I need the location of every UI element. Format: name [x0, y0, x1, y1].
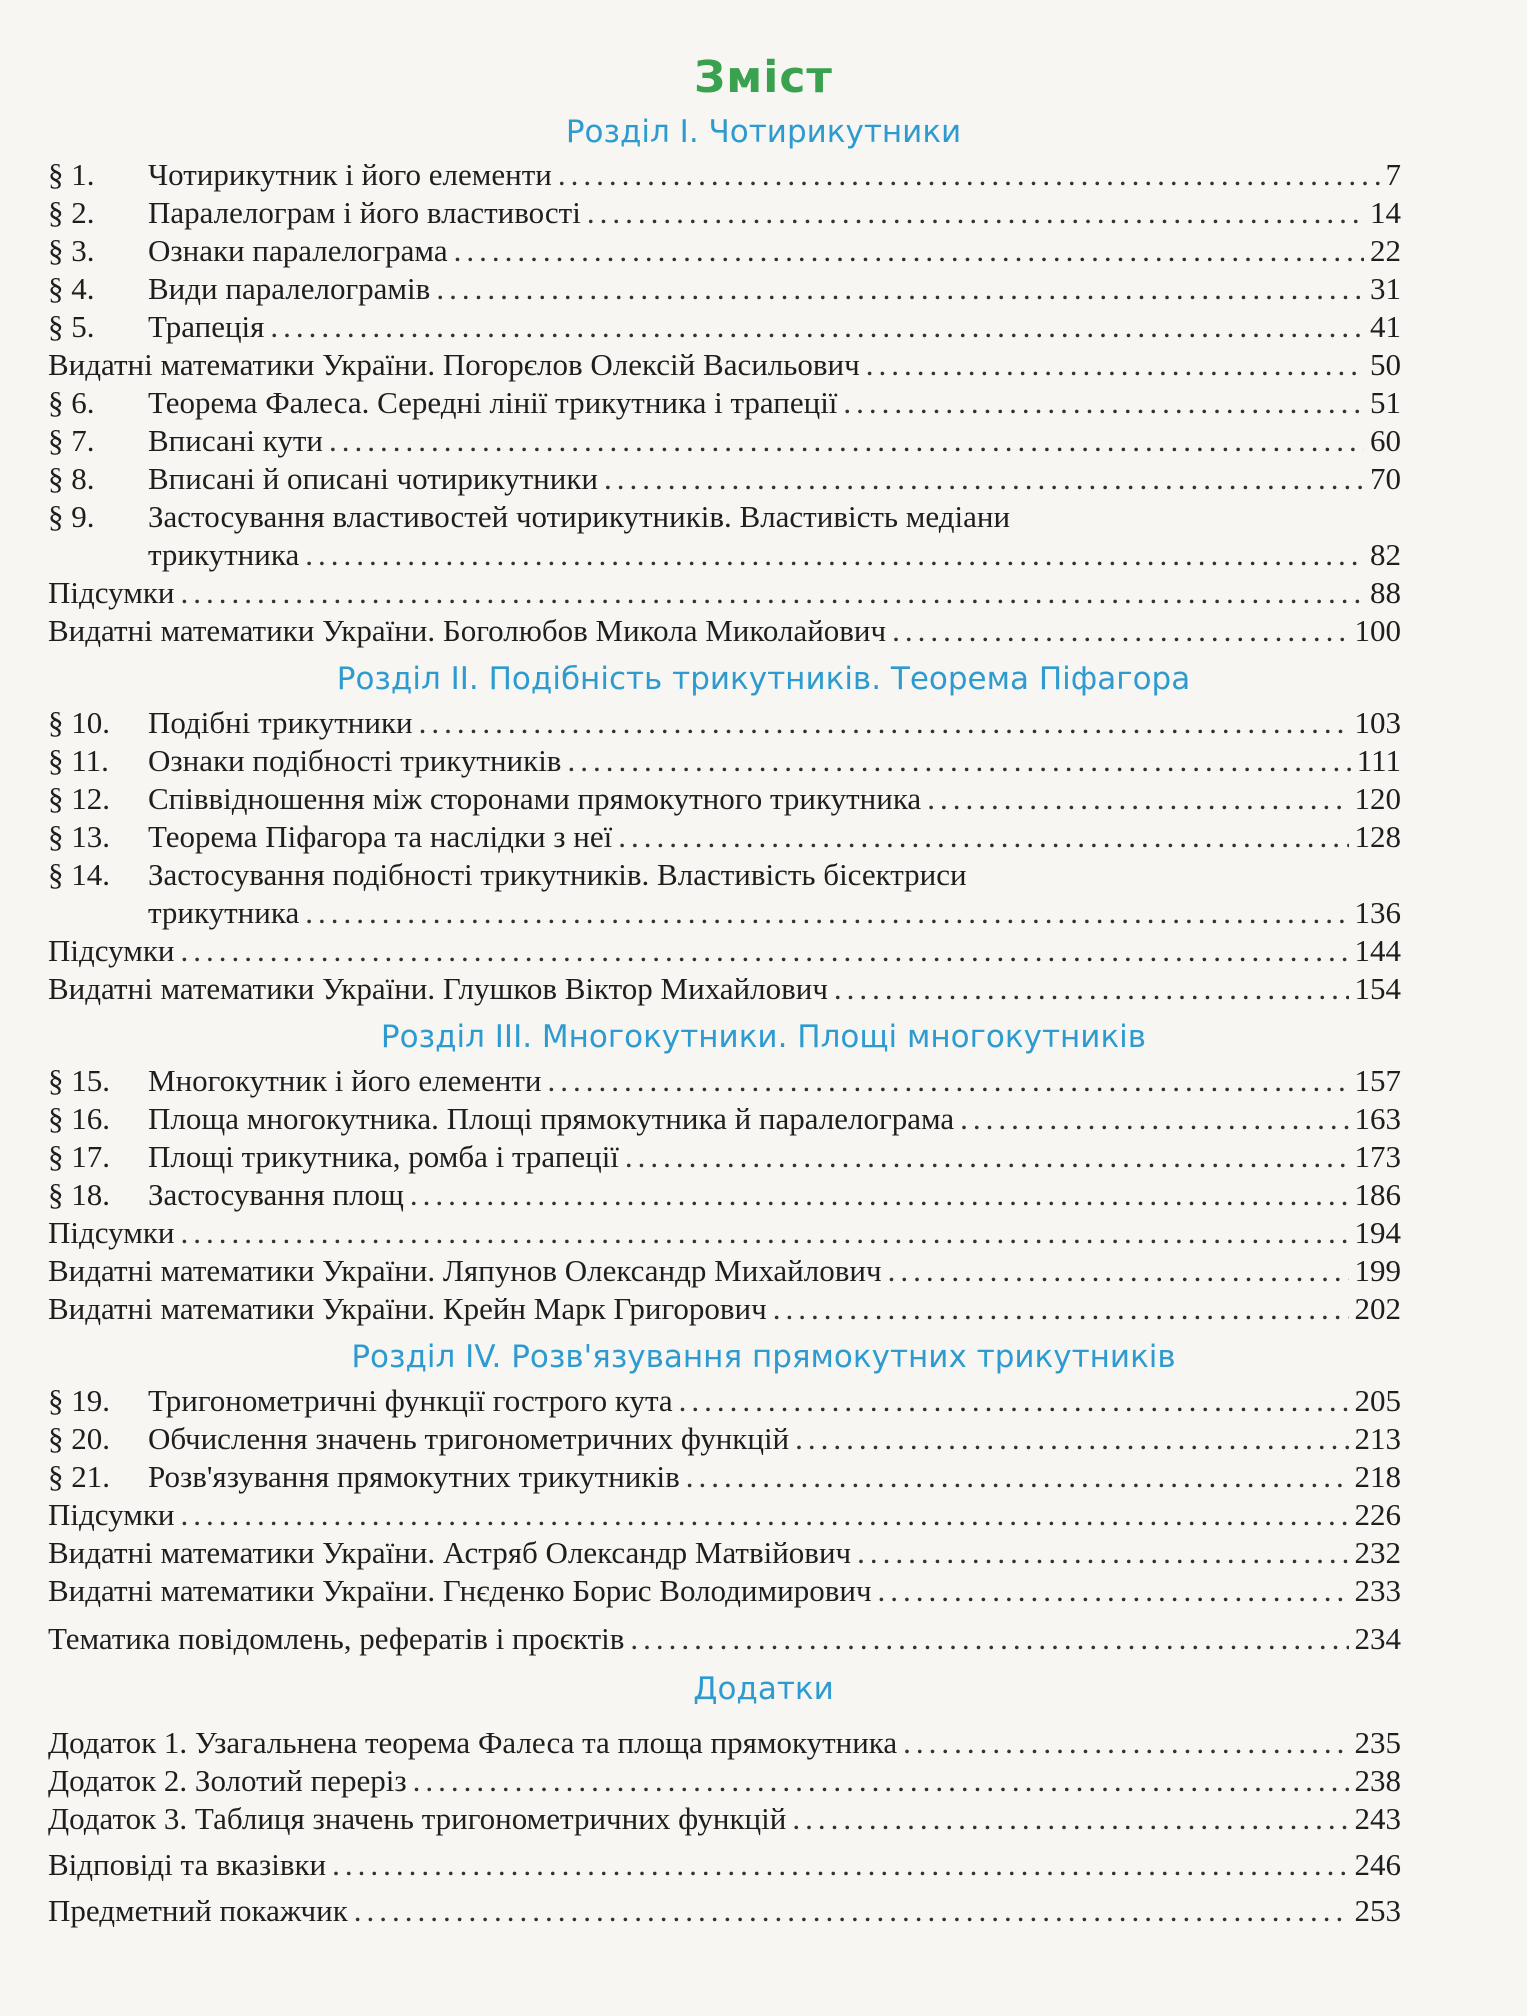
entry-title: Відповіді та вказівки — [48, 1847, 327, 1882]
entry-number: § 3. — [48, 233, 95, 268]
dot-leader — [180, 931, 1348, 971]
entry-page: 100 — [1354, 613, 1401, 648]
entry-title: Видатні математики України. Погорєлов Олексій Васильович — [48, 347, 860, 382]
entry-page: 253 — [1354, 1893, 1401, 1928]
dot-leader — [834, 969, 1349, 1009]
toc-entry-first-line[interactable] — [48, 855, 1401, 895]
toc-entry[interactable] — [48, 1213, 1401, 1253]
page-title: Зміст — [694, 52, 833, 103]
entry-page: 103 — [1354, 705, 1401, 740]
toc-entry[interactable] — [48, 931, 1401, 971]
entry-page: 199 — [1354, 1253, 1401, 1288]
entry-title: Застосування площ — [148, 1177, 404, 1212]
section-heading-2: Розділ ІІ. Подібність трикутників. Теорема Піфагора — [336, 661, 1191, 697]
dot-leader — [567, 741, 1350, 781]
entry-title: Теорема Піфагора та наслідки з неї — [148, 819, 613, 854]
entry-title: Додаток 3. Таблиця значень тригонометричних функцій — [48, 1801, 787, 1836]
section-heading-3: Розділ ІІІ. Многокутники. Площі многокутників — [380, 1019, 1147, 1055]
toc-entry[interactable] — [48, 611, 1401, 651]
entry-title: Площа многокутника. Площі прямокутника й паралелограма — [148, 1101, 955, 1136]
toc-entry[interactable] — [48, 345, 1401, 385]
entry-title: Многокутник і його елементи — [148, 1063, 542, 1098]
toc-entry[interactable] — [48, 1619, 1401, 1659]
entry-title: Додаток 1. Узагальнена теорема Фалеса та площа прямокутника — [48, 1725, 898, 1760]
toc-entry[interactable] — [48, 573, 1401, 613]
toc-entry[interactable] — [48, 383, 1401, 423]
toc-entry[interactable] — [48, 1799, 1401, 1839]
entry-page: 60 — [1370, 423, 1401, 458]
dot-leader — [679, 1381, 1349, 1421]
dot-leader — [436, 269, 1364, 309]
toc-entry[interactable] — [48, 1381, 1401, 1421]
entry-number: § 10. — [48, 705, 110, 740]
dot-leader — [548, 1061, 1349, 1101]
entry-title: Трапеція — [148, 309, 265, 344]
dot-leader — [305, 535, 1364, 575]
entry-page: 226 — [1354, 1497, 1401, 1532]
entry-page: 213 — [1354, 1421, 1401, 1456]
toc-entry[interactable] — [48, 1137, 1401, 1177]
toc-entry[interactable] — [48, 1891, 1401, 1931]
entry-page: 50 — [1370, 347, 1401, 382]
entry-page: 70 — [1370, 461, 1401, 496]
entry-title: Застосування подібності трикутників. Властивість бісектриси — [148, 857, 967, 892]
entry-page: 154 — [1354, 971, 1401, 1006]
entry-page: 120 — [1354, 781, 1401, 816]
entry-page: 7 — [1385, 157, 1401, 192]
entry-title: Паралелограм і його властивості — [148, 195, 581, 230]
entry-title: Видатні математики України. Ляпунов Олександр Михайлович — [48, 1253, 882, 1288]
entry-number: § 5. — [48, 309, 95, 344]
dot-leader — [625, 1137, 1349, 1177]
entry-page: 41 — [1370, 309, 1401, 344]
dot-leader — [857, 1533, 1348, 1573]
toc-entry[interactable] — [48, 269, 1401, 309]
entry-title: Розв'язування прямокутних трикутників — [148, 1459, 680, 1494]
toc-entry[interactable] — [48, 1457, 1401, 1497]
section-heading-4: Розділ IV. Розв'язування прямокутних трикутників — [351, 1339, 1176, 1375]
section-heading-appendices: Додатки — [693, 1671, 834, 1707]
entry-number: § 16. — [48, 1101, 110, 1136]
toc-entry[interactable] — [48, 1723, 1401, 1763]
entry-number: § 6. — [48, 385, 95, 420]
entry-page: 157 — [1354, 1063, 1401, 1098]
dot-leader — [180, 1495, 1348, 1535]
toc-entry[interactable] — [48, 459, 1401, 499]
dot-leader — [454, 231, 1364, 271]
entry-number: § 20. — [48, 1421, 110, 1456]
dot-leader — [305, 893, 1348, 933]
dot-leader — [686, 1457, 1349, 1497]
entry-title: Видатні математики України. Боголюбов Микола Миколайович — [48, 613, 887, 648]
entry-page: 31 — [1370, 271, 1401, 306]
dot-leader — [332, 1845, 1348, 1885]
entry-title: Видатні математики України. Гнєденко Борис Володимирович — [48, 1573, 872, 1608]
entry-title: Підсумки — [48, 1497, 175, 1532]
entry-page: 218 — [1354, 1459, 1401, 1494]
entry-number: § 8. — [48, 461, 95, 496]
entry-title: Предметний покажчик — [48, 1893, 348, 1928]
entry-page: 128 — [1354, 819, 1401, 854]
entry-title: Вписані кути — [148, 423, 323, 458]
entry-number: § 14. — [48, 857, 110, 892]
toc-entry[interactable] — [48, 741, 1401, 781]
entry-title: Тригонометричні функції гострого кута — [148, 1383, 673, 1418]
toc-entry[interactable] — [48, 307, 1401, 347]
entry-page: 234 — [1354, 1621, 1401, 1656]
entry-title: Вписані й описані чотирикутники — [148, 461, 598, 496]
entry-title: Подібні трикутники — [148, 705, 413, 740]
entry-number: § 18. — [48, 1177, 110, 1212]
entry-page: 205 — [1354, 1383, 1401, 1418]
toc-entry[interactable] — [48, 1175, 1401, 1215]
toc-entry[interactable] — [48, 1761, 1401, 1801]
entry-title: Види паралелограмів — [148, 271, 431, 306]
entry-page: 243 — [1354, 1801, 1401, 1836]
entry-title: Видатні математики України. Глушков Віктор Михайлович — [48, 971, 828, 1006]
toc-entry-continuation[interactable] — [48, 535, 1401, 575]
toc-entry[interactable] — [48, 969, 1401, 1009]
toc-entry[interactable] — [48, 1571, 1401, 1611]
entry-page: 202 — [1354, 1291, 1401, 1326]
entry-page: 111 — [1356, 743, 1401, 778]
entry-page: 144 — [1354, 933, 1401, 968]
toc-entry[interactable] — [48, 1845, 1401, 1885]
dot-leader — [773, 1289, 1349, 1329]
dot-leader — [630, 1619, 1348, 1659]
entry-page: 233 — [1354, 1573, 1401, 1608]
dot-leader — [354, 1891, 1349, 1931]
entry-title: трикутника — [148, 537, 300, 572]
entry-title: Співвідношення між сторонами прямокутного трикутника — [148, 781, 922, 816]
toc-entry[interactable] — [48, 1061, 1401, 1101]
entry-number: § 21. — [48, 1459, 110, 1494]
entry-page: 235 — [1354, 1725, 1401, 1760]
entry-number: § 17. — [48, 1139, 110, 1174]
entry-number: § 2. — [48, 195, 95, 230]
toc-entry-first-line[interactable] — [48, 497, 1401, 537]
entry-page: 88 — [1370, 575, 1401, 610]
toc-entry[interactable] — [48, 817, 1401, 857]
entry-page: 246 — [1354, 1847, 1401, 1882]
entry-title: Обчислення значень тригонометричних функцій — [148, 1421, 790, 1456]
entry-page: 51 — [1370, 385, 1401, 420]
section-heading-1: Розділ І. Чотирикутники — [565, 114, 962, 150]
entry-title: Чотирикутник і його елементи — [148, 157, 552, 192]
toc-entry[interactable] — [48, 1495, 1401, 1535]
dot-leader — [888, 1251, 1349, 1291]
entry-page: 238 — [1354, 1763, 1401, 1798]
entry-title: Підсумки — [48, 933, 175, 968]
dot-leader — [927, 779, 1348, 819]
toc-entry[interactable] — [48, 1289, 1401, 1329]
entry-title: Ознаки паралелограма — [148, 233, 448, 268]
toc-entry[interactable] — [48, 1419, 1401, 1459]
entry-number: § 1. — [48, 157, 95, 192]
entry-page: 82 — [1370, 537, 1401, 572]
entry-number: § 7. — [48, 423, 95, 458]
entry-title: Тематика повідомлень, рефератів і проєктів — [48, 1621, 625, 1656]
dot-leader — [410, 1175, 1349, 1215]
entry-title: Видатні математики України. Крейн Марк Григорович — [48, 1291, 767, 1326]
dot-leader — [843, 383, 1364, 423]
entry-page: 186 — [1354, 1177, 1401, 1212]
entry-title: трикутника — [148, 895, 300, 930]
toc-entry[interactable] — [48, 1099, 1401, 1139]
dot-leader — [604, 459, 1364, 499]
dot-leader — [558, 155, 1380, 195]
entry-number: § 15. — [48, 1063, 110, 1098]
dot-leader — [180, 1213, 1348, 1253]
dot-leader — [587, 193, 1364, 233]
dot-leader — [618, 817, 1348, 857]
dot-leader — [329, 421, 1364, 461]
dot-leader — [792, 1799, 1348, 1839]
entry-title: Підсумки — [48, 1215, 175, 1250]
toc-entry[interactable] — [48, 155, 1401, 195]
dot-leader — [795, 1419, 1348, 1459]
dot-leader — [960, 1099, 1348, 1139]
entry-number: § 19. — [48, 1383, 110, 1418]
entry-title: Застосування властивостей чотирикутників. Властивість медіани — [148, 499, 1011, 534]
toc-entry[interactable] — [48, 779, 1401, 819]
entry-page: 22 — [1370, 233, 1401, 268]
toc-entry[interactable] — [48, 231, 1401, 271]
dot-leader — [180, 573, 1364, 613]
toc-entry[interactable] — [48, 1251, 1401, 1291]
entry-title: Теорема Фалеса. Середні лінії трикутника і трапеції — [148, 385, 838, 420]
dot-leader — [903, 1723, 1348, 1763]
entry-page: 163 — [1354, 1101, 1401, 1136]
toc-entry[interactable] — [48, 193, 1401, 233]
toc-entry[interactable] — [48, 421, 1401, 461]
entry-number: § 9. — [48, 499, 95, 534]
entry-page: 232 — [1354, 1535, 1401, 1570]
entry-title: Додаток 2. Золотий переріз — [48, 1763, 407, 1798]
entry-page: 194 — [1354, 1215, 1401, 1250]
toc-entry-continuation[interactable] — [48, 893, 1401, 933]
dot-leader — [413, 1761, 1349, 1801]
entry-page: 173 — [1354, 1139, 1401, 1174]
entry-title: Ознаки подібності трикутників — [148, 743, 562, 778]
entry-number: § 13. — [48, 819, 110, 854]
dot-leader — [878, 1571, 1349, 1611]
entry-number: § 11. — [48, 743, 109, 778]
dot-leader — [270, 307, 1364, 347]
entry-title: Площі трикутника, ромба і трапеції — [148, 1139, 619, 1174]
toc-entry[interactable] — [48, 1533, 1401, 1573]
entry-title: Підсумки — [48, 575, 175, 610]
entry-page: 14 — [1370, 195, 1401, 230]
dot-leader — [892, 611, 1348, 651]
entry-number: § 12. — [48, 781, 110, 816]
toc-entry[interactable] — [48, 703, 1401, 743]
dot-leader — [866, 345, 1364, 385]
dot-leader — [419, 703, 1349, 743]
entry-number: § 4. — [48, 271, 95, 306]
entry-title: Видатні математики України. Астряб Олександр Матвійович — [48, 1535, 852, 1570]
entry-page: 136 — [1354, 895, 1401, 930]
